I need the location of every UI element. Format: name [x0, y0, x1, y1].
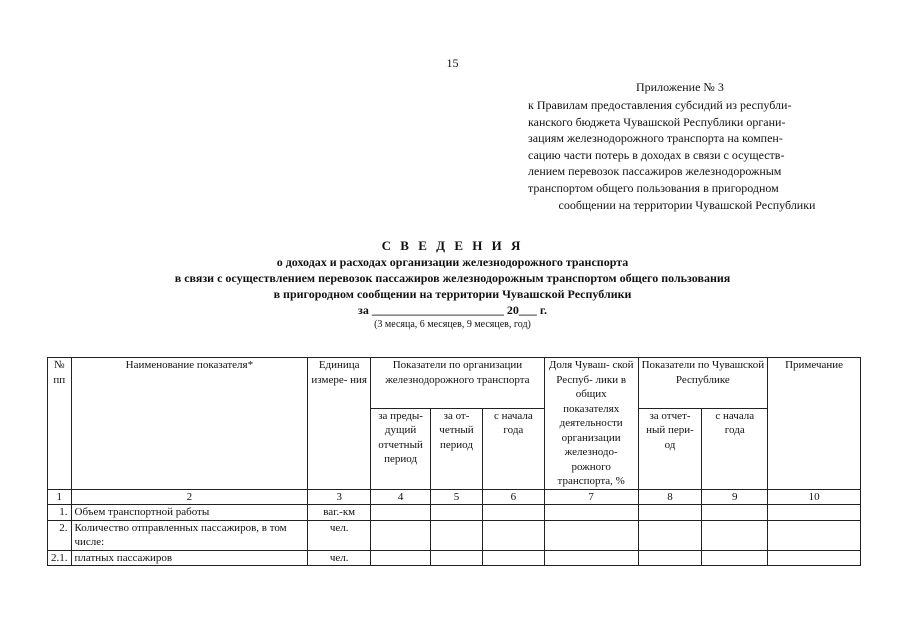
row-cell: [638, 505, 702, 521]
row-cell: [371, 505, 431, 521]
document-subtitle-line-3: в пригородном сообщении на территории Чувашской Республики: [273, 287, 632, 301]
row-cell: [482, 520, 544, 550]
appendix-line: сацию части потерь в доходах в связи с осуществ-: [528, 147, 785, 162]
header-org-ytd: с начала года: [482, 408, 544, 489]
page-number: 15: [446, 56, 459, 70]
row-cell: [482, 505, 544, 521]
table-row: [48, 505, 861, 521]
column-number: 7: [544, 489, 638, 505]
appendix-line: канского бюджета Чувашской Республики органи-: [528, 114, 786, 129]
row-unit: чел.: [308, 520, 371, 550]
table-row: [48, 550, 861, 566]
document-subtitle-line-1: о доходах и расходах организации железнодорожного транспорта: [276, 255, 629, 269]
appendix-line: к Правилам предоставления субсидий из республи-: [528, 98, 792, 112]
appendix-line: транспортом общего пользования в пригородном: [528, 180, 779, 195]
column-number: 3: [308, 489, 371, 505]
row-unit: чел.: [308, 550, 371, 566]
document-subtitle-line-2: в связи с осуществлением перевозок пассажиров железнодорожным транспортом общего пользования: [174, 271, 731, 285]
reporting-period: за ______________________ 20___ г.: [358, 303, 547, 317]
row-cell: [702, 550, 768, 566]
header-note: Примечание: [768, 358, 861, 490]
column-number: 2: [71, 489, 308, 505]
row-name: Количество отправленных пассажиров, в том числе:: [71, 520, 308, 550]
column-number: 6: [482, 489, 544, 505]
header-name: Наименование показателя*: [71, 358, 308, 490]
column-number-row: [48, 489, 861, 505]
appendix-text: [528, 97, 846, 213]
row-num: 1.: [48, 505, 72, 521]
row-cell: [638, 520, 702, 550]
row-num: 2.1.: [48, 550, 72, 566]
row-cell: [768, 520, 861, 550]
table-row: [48, 520, 861, 550]
row-unit: ваг.-км: [308, 505, 371, 521]
header-num: № пп: [48, 358, 72, 490]
row-num: 2.: [48, 520, 72, 550]
header-org-curr: за от- четный период: [431, 408, 483, 489]
row-cell: [544, 520, 638, 550]
column-number: 8: [638, 489, 702, 505]
column-number: 9: [702, 489, 768, 505]
header-unit: Единица измере- ния: [308, 358, 371, 490]
column-number: 5: [431, 489, 483, 505]
row-cell: [371, 550, 431, 566]
row-cell: [544, 550, 638, 566]
row-cell: [371, 520, 431, 550]
row-cell: [768, 505, 861, 521]
appendix-line: зациям железнодорожного транспорта на компен-: [528, 131, 783, 146]
data-table: [47, 357, 861, 566]
appendix-line: сообщении на территории Чувашской Республики: [558, 197, 816, 212]
column-number: 10: [768, 489, 861, 505]
reporting-period-hint: (3 месяца, 6 месяцев, 9 месяцев, год): [374, 319, 531, 330]
row-cell: [638, 550, 702, 566]
row-cell: [431, 505, 483, 521]
header-rep-curr: за отчет- ный пери- од: [638, 408, 702, 489]
header-rep-ytd: с начала года: [702, 408, 768, 489]
row-cell: [702, 520, 768, 550]
row-cell: [431, 520, 483, 550]
document-heading: [0, 238, 905, 331]
column-number: 1: [48, 489, 72, 505]
appendix-title: Приложение № 3: [636, 80, 724, 94]
row-cell: [482, 550, 544, 566]
header-org-prev: за преды- дущий отчетный период: [371, 408, 431, 489]
row-cell: [768, 550, 861, 566]
column-number: 4: [371, 489, 431, 505]
row-name: платных пассажиров: [71, 550, 308, 566]
appendix-line: лением перевозок пассажиров железнодорожным: [528, 164, 782, 179]
table-header-row: [48, 358, 861, 409]
row-cell: [431, 550, 483, 566]
row-cell: [702, 505, 768, 521]
row-name: Объем транспортной работы: [71, 505, 308, 521]
header-share: Доля Чуваш- ской Респуб- лики в общих показателях деятельности организации железнодо- рожного транспорта, %: [544, 358, 638, 490]
header-rep-group: Показатели по Чувашской Республике: [638, 358, 768, 409]
row-cell: [544, 505, 638, 521]
header-org-group: Показатели по организации железнодорожного транспорта: [371, 358, 545, 409]
document-title: С В Е Д Е Н И Я: [381, 238, 524, 253]
